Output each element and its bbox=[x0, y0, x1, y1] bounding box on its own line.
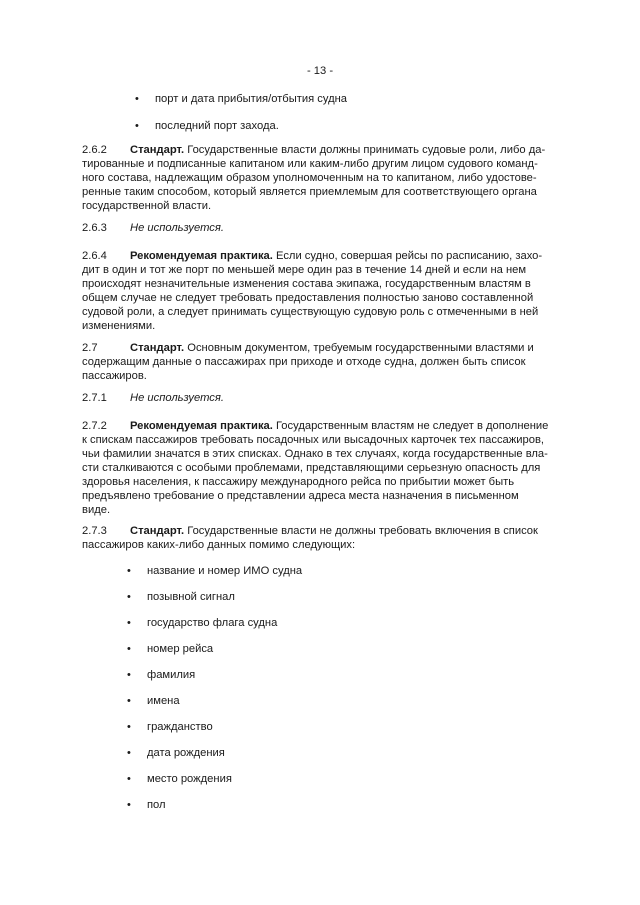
bullet-text: дата рождения bbox=[147, 747, 225, 759]
bullet-text: фамилия bbox=[147, 669, 196, 681]
section-number: 2.6.3 bbox=[82, 222, 107, 234]
section-number: 2.7.3 bbox=[82, 525, 107, 537]
bullet-text: название и номер ИМО судна bbox=[147, 565, 303, 577]
section-2-7-1 bbox=[82, 391, 560, 405]
bullet-icon: • bbox=[127, 773, 131, 785]
bullet-text: позывной сигнал bbox=[147, 591, 235, 603]
bullet-icon: • bbox=[127, 799, 131, 811]
section-label: Рекомендуемая практика. bbox=[130, 250, 273, 262]
bullet-icon: • bbox=[127, 695, 131, 707]
section-label: Стандарт. bbox=[130, 342, 185, 354]
section-number: 2.7 bbox=[82, 342, 98, 354]
bullet-text: государство флага судна bbox=[147, 617, 278, 629]
section-number: 2.6.4 bbox=[82, 250, 107, 262]
bullet-icon: • bbox=[135, 120, 139, 132]
bullet-icon: • bbox=[127, 591, 131, 603]
bullet-text: последний порт захода. bbox=[155, 120, 279, 132]
bullet-text: имена bbox=[147, 695, 180, 707]
bullet-text: место рождения bbox=[147, 773, 232, 785]
section-number: 2.7.2 bbox=[82, 420, 107, 432]
bullet-icon: • bbox=[127, 565, 131, 577]
bullet-text: гражданство bbox=[147, 721, 213, 733]
bullet-text: пол bbox=[147, 799, 166, 811]
bullet-text: порт и дата прибытия/отбытия судна bbox=[155, 93, 348, 105]
section-2-7-2: 2.7.2 Рекомендуемая практика. Государственным властям не следует в дополнение к спискам пассажиров требовать посадочных или высадочных карточек тех пассажиров, чьи фамилии значатся в этих списках. Однако в тех случаях, когда государственные вла- сти сталкиваются с особыми проблемами, представляющими серьезную опасность для здоровья населения, к пассажиру международного рейса по прибытии может быть предъявлено требование о представлении адреса места назначения в письменном виде. bbox=[82, 420, 549, 516]
section-note: Не используется. bbox=[130, 392, 224, 404]
section-2-6-4: 2.6.4 Рекомендуемая практика. Если судно, совершая рейсы по расписанию, захо- дит в один и тот же порт по меньшей мере один раз в течение 14 дней и если на нем происходят незначительные изменения состава экипажа, государственным властям в общем случае не следует требовать предоставления полностью заново составленной судовой роли, а следует принимать существующую судовую роль с отмеченными в ней изменениями. bbox=[82, 250, 543, 332]
section-2-7: 2.7 Стандарт. Основным документом, требуемым государственными властями и содержащим данные о пассажирах при приходе и отходе судна, должен быть список пассажиров. bbox=[82, 342, 534, 382]
section-number: 2.7.1 bbox=[82, 392, 107, 404]
bullet-icon: • bbox=[127, 617, 131, 629]
section-2-6-2: 2.6.2 Стандарт. Государственные власти должны принимать судовые роли, либо да- тированные и подписанные капитаном или каким-либо другим лицом судового команд- ного состава, надлежащим образом уполномоченным на то капитаном, либо удостове- ренные таким способом, который является приемлемым для соответствующего органа государственной власти. bbox=[82, 144, 546, 212]
page-number: - 13 - bbox=[306, 65, 334, 77]
bullet-icon: • bbox=[135, 93, 139, 105]
section-label: Стандарт. bbox=[130, 525, 185, 537]
section-note: Не используется. bbox=[130, 222, 224, 234]
bullet-icon: • bbox=[127, 643, 131, 655]
section-label: Рекомендуемая практика. bbox=[130, 420, 273, 432]
section-label: Стандарт. bbox=[130, 144, 185, 156]
bullet-icon: • bbox=[127, 669, 131, 681]
bullet-text: номер рейса bbox=[147, 643, 214, 655]
bullet-icon: • bbox=[127, 747, 131, 759]
bullet-icon: • bbox=[127, 721, 131, 733]
section-number: 2.6.2 bbox=[82, 144, 107, 156]
section-2-6-3 bbox=[82, 221, 560, 235]
section-2-7-3: 2.7.3 Стандарт. Государственные власти не должны требовать включения в список пассажиров каких-либо данных помимо следующих: bbox=[82, 525, 538, 551]
